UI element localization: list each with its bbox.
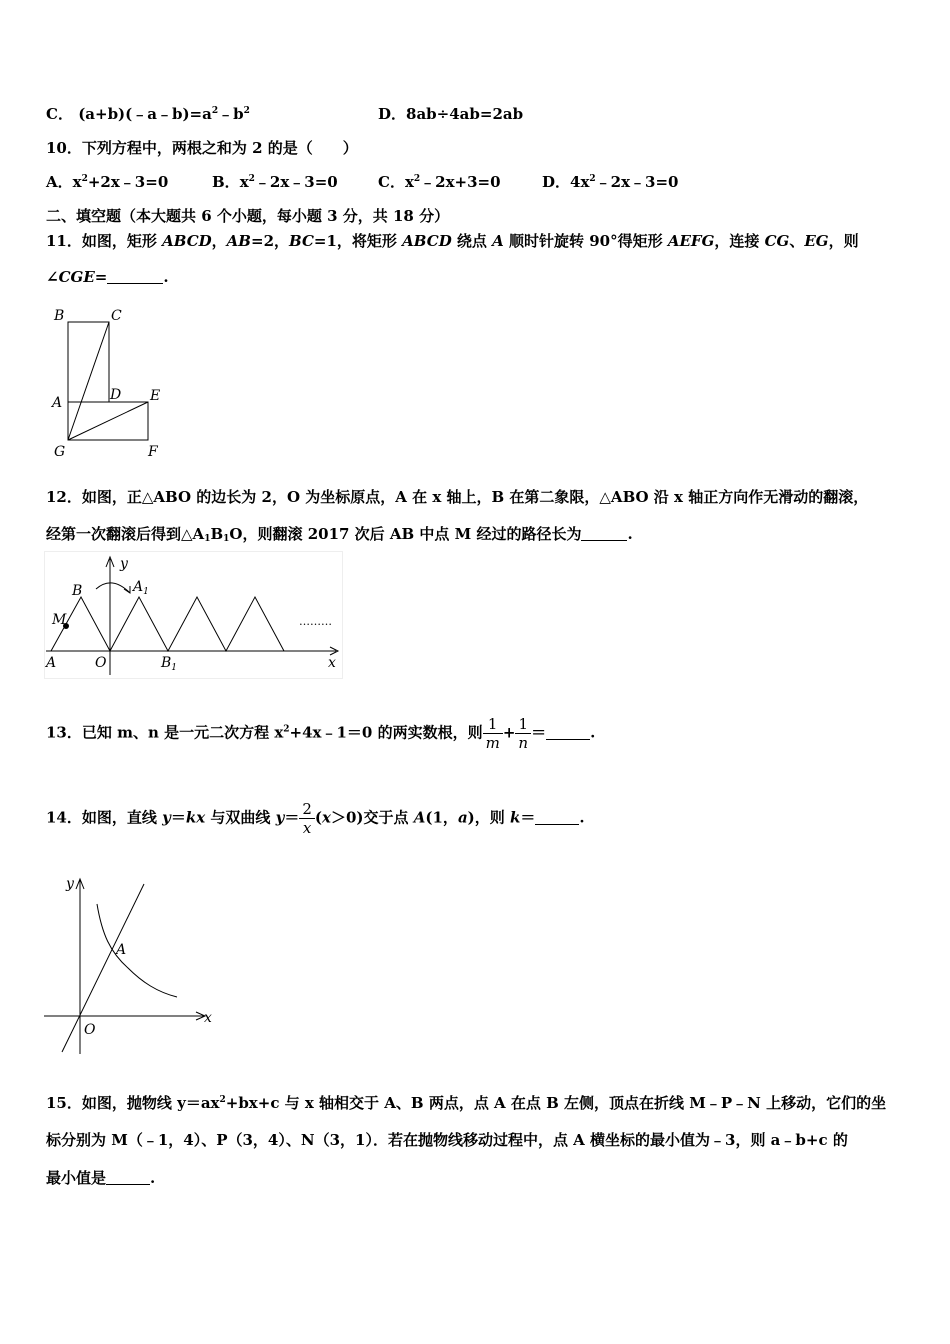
label-b1: $B_1$ [161, 655, 178, 673]
line-y-kx [62, 884, 144, 1052]
rotation-arrow [96, 583, 130, 593]
label-d: D [110, 387, 122, 403]
label-f: F [148, 444, 158, 460]
section-heading: 二、填空题（本大题共 6 个小题，每小题 3 分，共 18 分） [46, 207, 450, 225]
segment-cg [68, 322, 109, 440]
q14-stem: 14．如图，直线 y＝kx 与双曲线 y＝ $\frac{2}{x}$ (x＞0)交于点 A(1，a)，则 k＝ . [46, 800, 585, 837]
q10-stem: 10．下列方程中，两根之和为 2 的是（ ） [46, 139, 358, 157]
label-b: B [72, 583, 83, 599]
q11-figure [40, 302, 180, 462]
label-c: C [111, 308, 122, 324]
q15-stem-line1: 15．如图，抛物线 $y=ax^2+bx+c$ 与 x 轴相交于 A、B 两点，点 A 在点 B 左侧，顶点在折线 M﹣P﹣N 上移动，它们的坐 [46, 1094, 887, 1112]
label-x: x [328, 655, 336, 671]
label-o: O [95, 655, 107, 671]
segment-eg [68, 402, 148, 440]
label-m: M [52, 612, 67, 628]
q9-option-d: D．8ab÷4ab=2ab [378, 105, 524, 123]
answer-blank[interactable] [535, 810, 579, 825]
label-e: E [150, 388, 161, 404]
label-a: A [52, 395, 63, 411]
hyperbola [97, 904, 177, 997]
label-y: y [120, 556, 128, 572]
q14-figure [42, 872, 222, 1058]
q11-answer-line: ∠CGE= . [46, 268, 169, 286]
label-a: A [46, 655, 57, 671]
fraction-1-over-n: $\frac{1}{n}$ [515, 715, 531, 752]
q12-stem: 12．如图，正△ABO 的边长为 2，O 为坐标原点，A 在 x 轴上，B 在第二象限，△ABO 沿 x 轴正方向作无滑动的翻滚， [46, 488, 869, 506]
q12-figure [44, 551, 344, 679]
q10-option-a: A．$x^2+2x﹣3=0$ [46, 173, 169, 191]
label-x: x [204, 1010, 212, 1026]
rectangle-abcd [68, 322, 109, 402]
q12-answer-line: 经第一次翻滚后得到$\triangle A_1B_1O$，则翻滚 2017 次后 AB 中点 M 经过的路径长为 . [46, 525, 633, 544]
rotation-arrow-head [124, 586, 130, 593]
q10-option-b: B．$x^2﹣2x﹣3=0$ [212, 173, 338, 191]
label-g: G [54, 444, 66, 460]
label-o: O [84, 1022, 96, 1038]
answer-blank[interactable] [107, 269, 163, 284]
rolling-triangles [51, 597, 284, 651]
q13-stem: 13．已知 m、n 是一元二次方程 $x^2+4x﹣1=0$ 的两实数根，则 $\frac{1}{m}$ + $\frac{1}{n}$ ＝ . [46, 715, 596, 752]
answer-blank[interactable] [106, 1170, 150, 1185]
q10-option-c: C．$x^2﹣2x+3=0$ [378, 173, 501, 191]
q15-stem-line2: 标分别为 M（﹣1，4）、P（3，4）、N（3，1）．若在抛物线移动过程中，点 A 横坐标的最小值为﹣3，则 a﹣b+c 的 [46, 1131, 848, 1149]
fraction-2-over-x: $\frac{2}{x}$ [299, 800, 315, 837]
answer-blank[interactable] [546, 725, 590, 740]
label-a1: $A_1$ [133, 579, 149, 597]
fraction-1-over-m: $\frac{1}{m}$ [483, 715, 503, 752]
answer-blank[interactable] [581, 526, 627, 541]
q9-option-c: C． $(a+b)(﹣a﹣b)=a^2﹣b^2$ [46, 105, 250, 123]
q15-answer-line: 最小值是 . [46, 1169, 156, 1187]
label-a: A [116, 942, 127, 958]
q11-stem: 11．如图，矩形 ABCD，AB=2，BC=1，将矩形 ABCD 绕点 A 顺时针旋转 90°得矩形 AEFG，连接 CG、EG，则 [46, 232, 859, 250]
label-b: B [54, 308, 65, 324]
continuation-dots: ……… [299, 615, 332, 628]
label-y: y [66, 876, 74, 892]
q10-option-d: D．$4x^2﹣2x﹣3=0$ [542, 173, 679, 191]
